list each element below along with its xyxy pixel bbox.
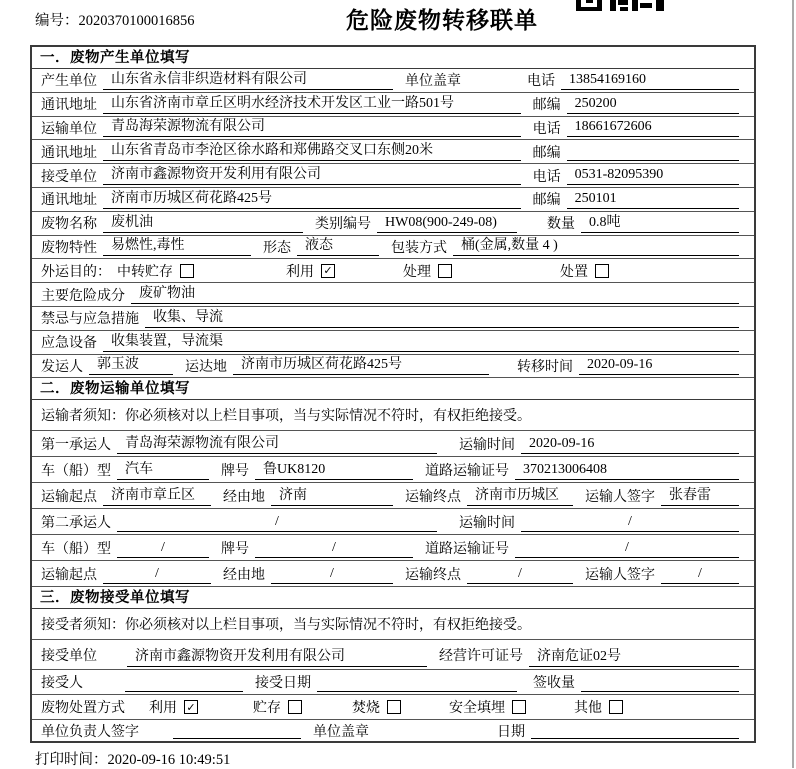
- form-section: [32, 47, 754, 378]
- field-value: 郭玉波: [89, 356, 173, 375]
- form-row: [32, 283, 754, 307]
- field-value: [581, 674, 739, 692]
- field-value: 济南市历城区: [467, 487, 573, 506]
- field-label: 电话: [527, 74, 555, 90]
- checkbox-field: [253, 697, 302, 717]
- checked-checkbox-icon: ✓: [321, 264, 335, 278]
- form-row: [32, 93, 754, 117]
- checkbox-label: 利用: [149, 701, 177, 717]
- field-label: 通讯地址: [41, 193, 97, 209]
- field-value: 18661672606: [567, 118, 739, 137]
- field-label: 运输时间: [459, 437, 515, 453]
- form-row: [32, 457, 754, 483]
- field-label: 运输起点: [41, 567, 97, 583]
- notice-text: 接受者须知：你必须核对以上栏目事项，当与实际情况不符时，有权拒绝接受。: [41, 618, 531, 634]
- unchecked-checkbox-icon: [288, 700, 302, 714]
- field-label: 车（船）型: [41, 463, 111, 479]
- field-label: 通讯地址: [41, 98, 97, 114]
- form-section: [32, 378, 754, 587]
- field-value: /: [661, 565, 739, 584]
- field-label: 第二承运人: [41, 515, 111, 531]
- form-row: [32, 236, 754, 260]
- form-row: [32, 720, 754, 741]
- field-label: 接受单位: [41, 169, 97, 185]
- field-value: 250200: [567, 95, 739, 114]
- form-row: [32, 483, 754, 509]
- unchecked-checkbox-icon: [438, 264, 452, 278]
- form-row: [32, 695, 754, 720]
- form-row: [32, 164, 754, 188]
- form-row: [32, 609, 754, 640]
- checkbox-field: [449, 697, 526, 717]
- section-header: 一．废物产生单位填写: [32, 47, 754, 69]
- field-label: 经营许可证号: [439, 648, 523, 664]
- form-row: [32, 117, 754, 141]
- field-value: 250101: [567, 190, 739, 209]
- field-value: /: [103, 565, 211, 584]
- form-row: [32, 431, 754, 457]
- field-label: 接受日期: [255, 676, 311, 692]
- field-value: 山东省济南市章丘区明水经济技术开发区工业一路501号: [103, 95, 521, 114]
- field-value: 山东省青岛市李沧区徐水路和郑佛路交叉口东侧20米: [103, 142, 521, 161]
- checkbox-label: 焚烧: [352, 701, 380, 717]
- field-value: 青岛海荣源物流有限公司: [103, 118, 521, 137]
- field-label: 运输时间: [459, 515, 515, 531]
- field-label: 签收量: [533, 676, 575, 692]
- field-value: [567, 143, 739, 161]
- field-label: 禁忌与应急措施: [41, 312, 139, 328]
- field-value: 液态: [297, 237, 379, 256]
- field-label: 单位负责人签字: [41, 724, 139, 740]
- field-value: /: [467, 565, 573, 584]
- field-label: 废物处置方式: [41, 701, 125, 717]
- checkbox-field: [286, 261, 335, 281]
- field-value: /: [117, 513, 437, 532]
- field-value: 汽车: [117, 461, 209, 480]
- checkbox-label: 处理: [403, 264, 431, 280]
- field-label: 主要危险成分: [41, 288, 125, 304]
- form-section: [32, 587, 754, 741]
- form-row: [32, 69, 754, 93]
- field-value: 济南市历城区荷花路425号: [233, 356, 489, 375]
- checkbox-field: [574, 697, 623, 717]
- field-value: 370213006408: [515, 461, 739, 480]
- field-label: 废物名称: [41, 217, 97, 233]
- checkbox-label: 其他: [574, 701, 602, 717]
- field-label: 邮编: [532, 98, 561, 114]
- field-label: 牌号: [221, 541, 249, 557]
- field-value: 收集装置，导流渠: [103, 333, 739, 352]
- print-time-label: 打印时间：: [35, 752, 108, 768]
- field-label: 电话: [532, 169, 561, 185]
- field-value: /: [515, 539, 739, 558]
- form-row: [32, 259, 754, 283]
- field-value: 易燃性,毒性: [103, 237, 251, 256]
- field-label: 应急设备: [41, 336, 97, 352]
- form-row: [32, 670, 754, 695]
- checkbox-label: 安全填埋: [449, 701, 505, 717]
- field-value: 济南市历城区荷花路425号: [103, 190, 521, 209]
- field-label: 经由地: [223, 489, 265, 505]
- form-row: [32, 400, 754, 431]
- form-row: [32, 140, 754, 164]
- checkbox-field: [149, 697, 198, 717]
- field-label: 接受人: [41, 676, 83, 692]
- unchecked-checkbox-icon: [595, 264, 609, 278]
- unchecked-checkbox-icon: [512, 700, 526, 714]
- checked-checkbox-icon: ✓: [184, 700, 198, 714]
- field-label: 外运目的：: [41, 264, 111, 280]
- field-label: 邮编: [532, 145, 561, 161]
- field-value: 鲁UK8120: [255, 461, 413, 480]
- form-row: [32, 188, 754, 212]
- page-edge-line: [792, 0, 794, 768]
- field-value: /: [255, 539, 413, 558]
- checkbox-field: [352, 697, 401, 717]
- field-label: 运输起点: [41, 489, 97, 505]
- field-value: /: [117, 539, 209, 558]
- field-label: 运输人签字: [585, 489, 655, 505]
- field-value: 0531-82095390: [567, 166, 739, 185]
- qr-code-fragment: [576, 0, 668, 16]
- form-row: [32, 561, 754, 587]
- print-time-value: 2020-09-16 10:49:51: [107, 752, 231, 768]
- field-label: 牌号: [221, 463, 249, 479]
- field-label: 车（船）型: [41, 541, 111, 557]
- field-label: 废物特性: [41, 240, 97, 256]
- field-label: 道路运输证号: [425, 541, 509, 557]
- field-label: 日期: [497, 724, 525, 740]
- field-label: 运输终点: [405, 567, 461, 583]
- form-row: [32, 355, 754, 379]
- field-value: [531, 721, 739, 739]
- field-label: 运输单位: [41, 121, 97, 137]
- field-label: 类别编号: [315, 217, 371, 233]
- checkbox-field: [403, 261, 452, 281]
- field-label: 运达地: [185, 359, 227, 375]
- field-label: 电话: [532, 121, 561, 137]
- field-label: 包装方式: [391, 240, 447, 256]
- field-value: 2020-09-16: [579, 356, 739, 375]
- section-header: 三．废物接受单位填写: [32, 587, 754, 609]
- field-value: 2020-09-16: [521, 435, 739, 454]
- field-label: 接受单位: [41, 648, 97, 664]
- checkbox-field: [560, 261, 609, 281]
- field-label: 形态: [263, 240, 291, 256]
- field-value: [173, 721, 301, 739]
- field-label: 发运人: [41, 359, 83, 375]
- field-value: 山东省永信非织造材料有限公司: [103, 71, 393, 90]
- print-time: [35, 748, 230, 769]
- field-label: 单位盖章: [313, 724, 369, 740]
- field-value: 济南: [271, 487, 393, 506]
- section-header: 二．废物运输单位填写: [32, 378, 754, 400]
- serial-number: 2020370100016856: [78, 13, 195, 29]
- form-row: [32, 331, 754, 355]
- field-value: 废机油: [103, 214, 303, 233]
- field-value: 桶(金属,数量 4 ): [453, 237, 739, 256]
- field-value: 济南市鑫源物资开发利用有限公司: [103, 166, 521, 185]
- checkbox-label: 利用: [286, 264, 314, 280]
- field-label: 转移时间: [517, 359, 573, 375]
- field-value: [317, 674, 517, 692]
- form-row: [32, 535, 754, 561]
- field-label: 第一承运人: [41, 437, 111, 453]
- checkbox-label: 处置: [560, 264, 588, 280]
- form-row: [32, 212, 754, 236]
- unchecked-checkbox-icon: [609, 700, 623, 714]
- field-value: 青岛海荣源物流有限公司: [117, 435, 437, 454]
- field-label: 运输人签字: [585, 567, 655, 583]
- field-value: 张春雷: [661, 487, 739, 506]
- form-row: [32, 307, 754, 331]
- page-title: 危险废物转移联单: [346, 7, 538, 33]
- field-label: 邮编: [532, 193, 561, 209]
- checkbox-field: [117, 261, 194, 281]
- unchecked-checkbox-icon: [387, 700, 401, 714]
- field-value: 收集、导流: [145, 309, 739, 328]
- field-label: 道路运输证号: [425, 463, 509, 479]
- field-value: 0.8吨: [581, 214, 739, 233]
- field-label: 经由地: [223, 567, 265, 583]
- field-value: /: [271, 565, 393, 584]
- notice-text: 运输者须知：你必须核对以上栏目事项，当与实际情况不符时，有权拒绝接受。: [41, 409, 531, 425]
- field-value: 济南危证02号: [529, 648, 739, 667]
- unchecked-checkbox-icon: [180, 264, 194, 278]
- field-value: 济南市章丘区: [103, 487, 211, 506]
- manifest-form: [30, 45, 756, 743]
- field-label: 数量: [547, 217, 575, 233]
- checkbox-label: 中转贮存: [117, 264, 173, 280]
- field-label: 单位盖章: [405, 74, 461, 90]
- field-value: /: [521, 513, 739, 532]
- field-label: 运输终点: [405, 489, 461, 505]
- field-value: 13854169160: [561, 71, 739, 90]
- field-label: 产生单位: [41, 74, 97, 90]
- field-value: 废矿物油: [131, 285, 739, 304]
- field-label: 通讯地址: [41, 145, 97, 161]
- form-row: [32, 640, 754, 670]
- field-value: [125, 674, 243, 692]
- field-value: HW08(900-249-08): [377, 214, 517, 233]
- form-row: [32, 509, 754, 535]
- checkbox-label: 贮存: [253, 701, 281, 717]
- serial-label: 编号：: [35, 13, 79, 29]
- field-value: 济南市鑫源物资开发利用有限公司: [127, 648, 427, 667]
